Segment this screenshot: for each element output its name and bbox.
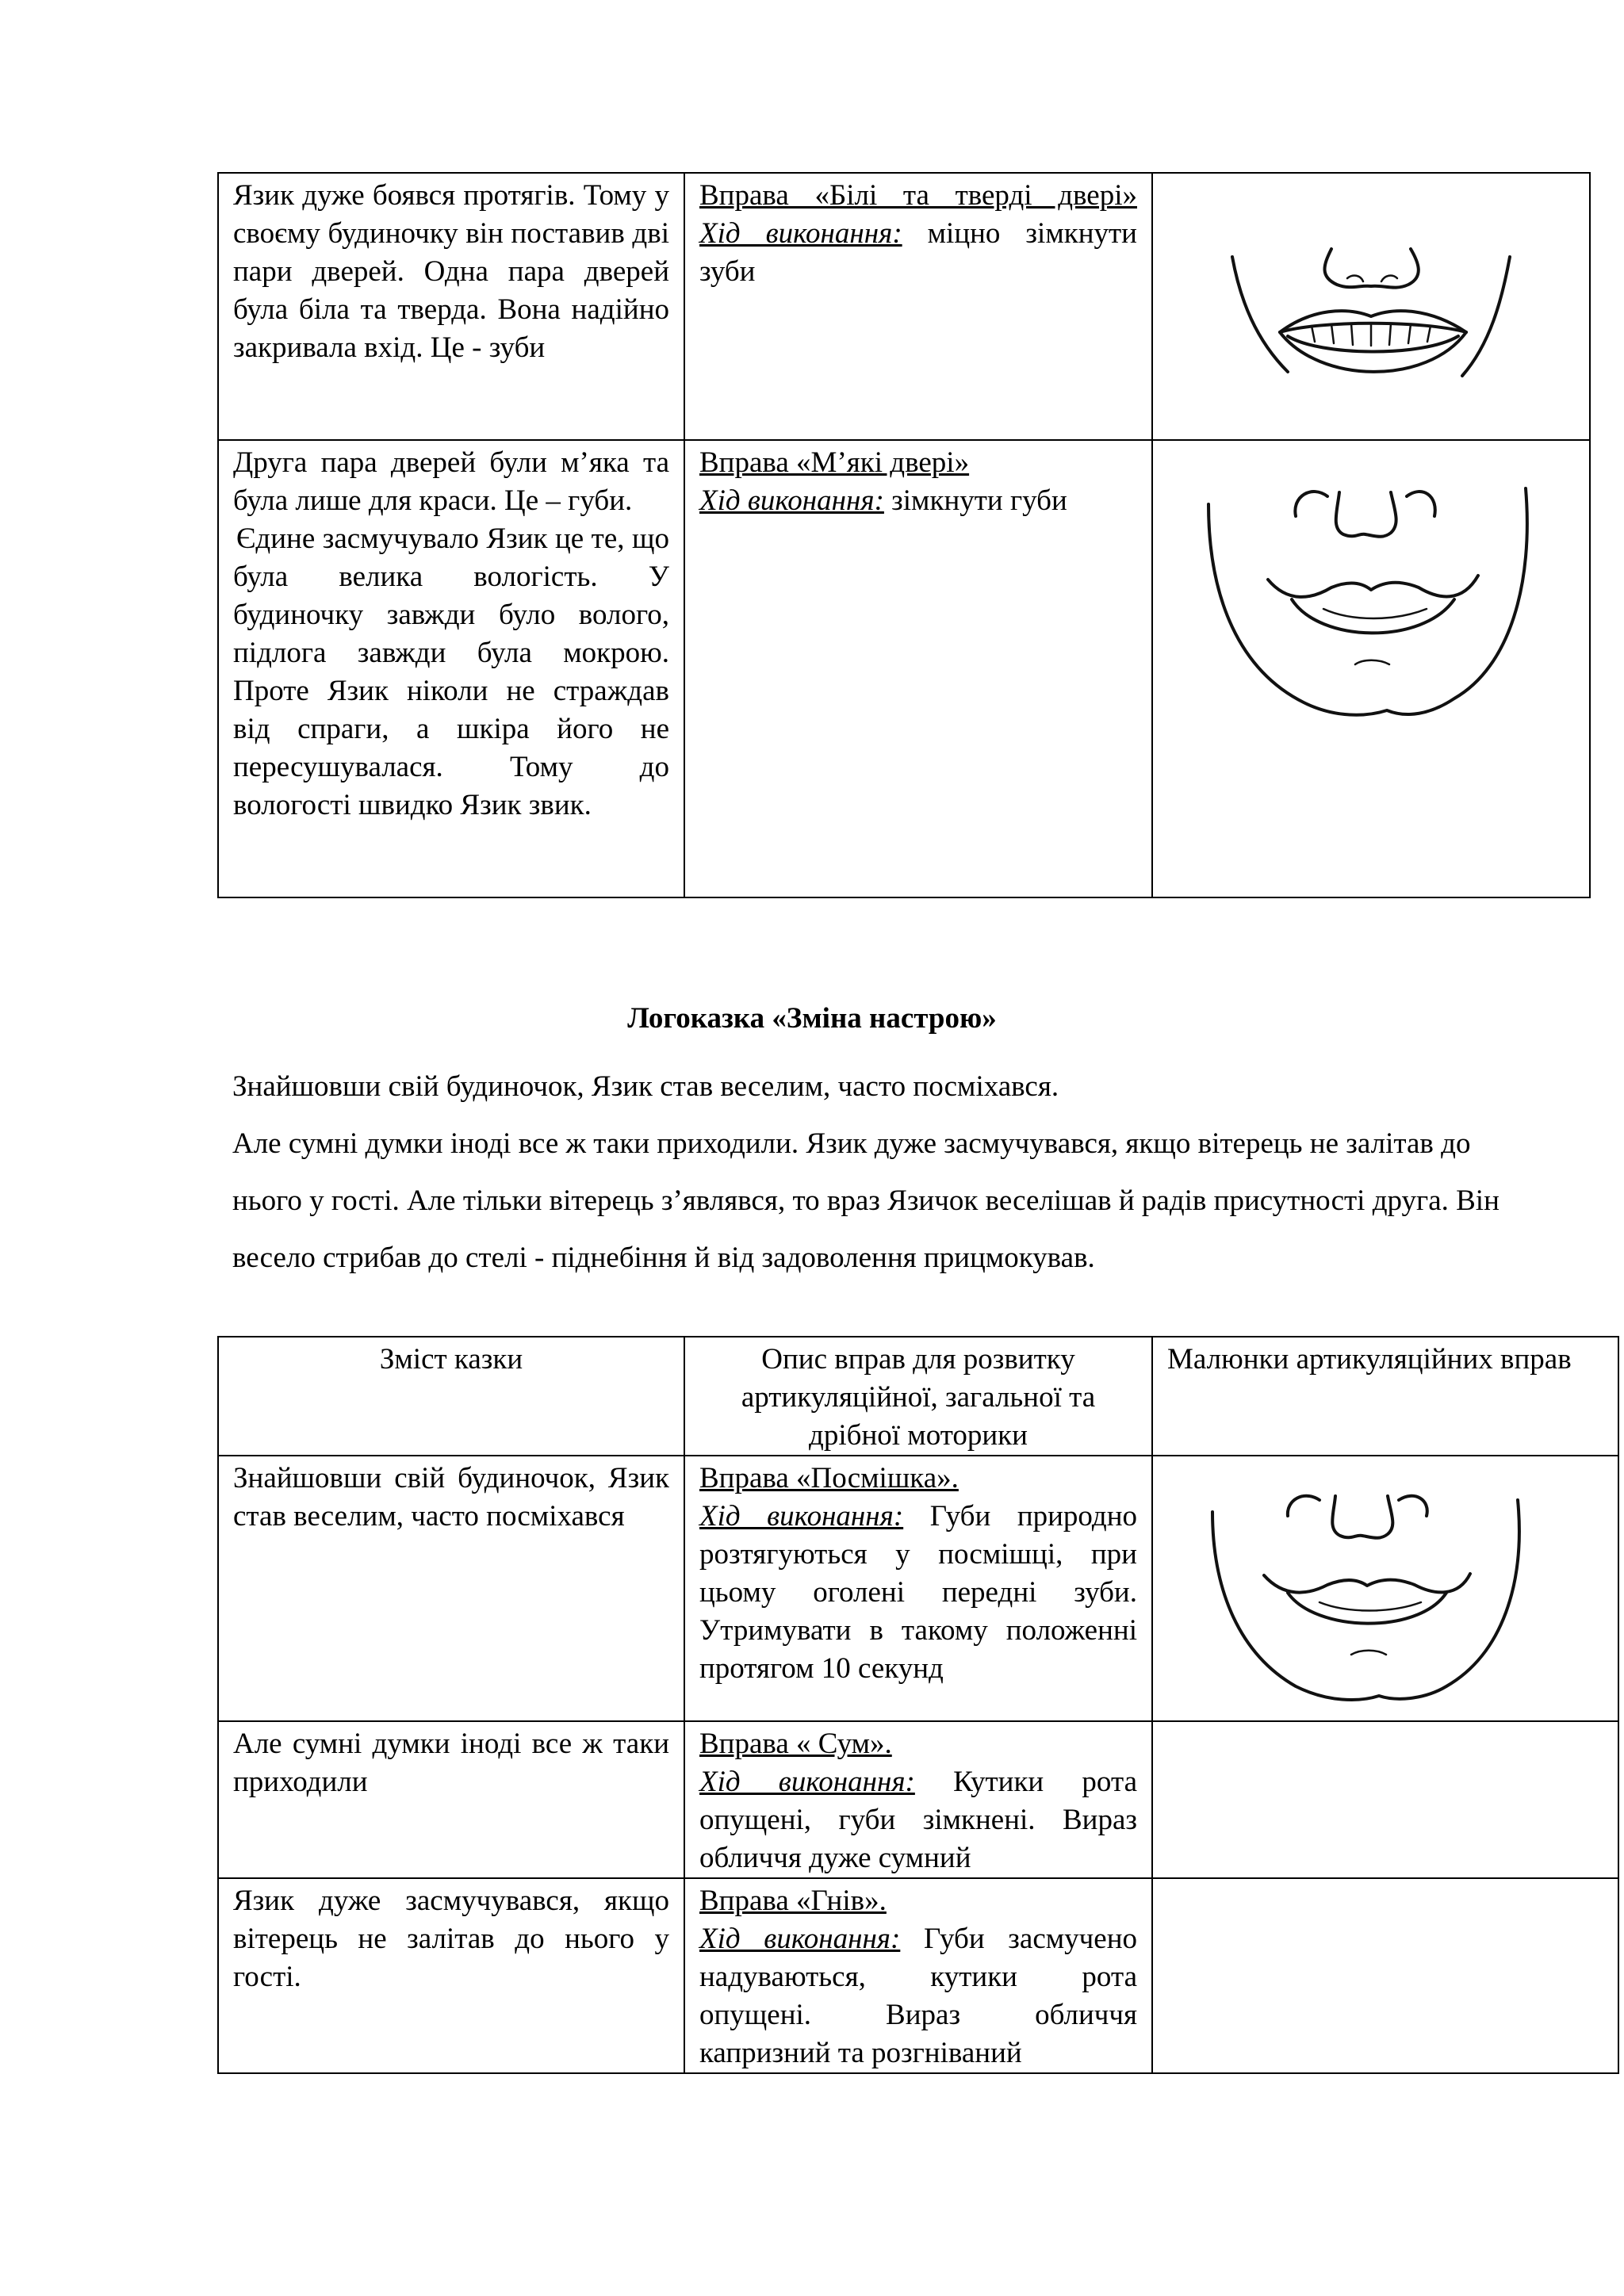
smiling-face-drawing xyxy=(1153,441,1589,726)
header-story-content: Зміст казки xyxy=(218,1337,684,1456)
exercise-cell xyxy=(684,1878,1152,2073)
story-text: Знайшовши свій будиночок, Язик став веселим, часто посміхався xyxy=(233,1462,669,1533)
story-table-2 xyxy=(217,1336,1619,2074)
paragraph-2: Але сумні думки іноді все ж таки приходили. Язик дуже засмучувався, якщо вітерець не залітав до нього у гості. Але тільки вітерець з’являвся, то враз Язичок веселішав й радів присутності друга. Він весело стрибав до стелі - піднебіння й від задоволення прицмокував. xyxy=(232,1127,1500,1274)
exercise-cell xyxy=(684,440,1152,897)
story-table-1 xyxy=(217,172,1591,898)
smile-exercise-drawing xyxy=(1153,1456,1589,1718)
header-exercise-pictures: Малюнки артикуляційних вправ xyxy=(1152,1337,1618,1456)
story-text: Але сумні думки іноді все ж таки приходили xyxy=(233,1728,669,1798)
procedure-label: Хід виконання: xyxy=(699,1766,915,1798)
table-row xyxy=(218,173,1590,440)
procedure-text: Кутики рота опущені, губи зімкнені. Вираз обличчя дуже сумний xyxy=(699,1766,1137,1874)
image-cell-empty xyxy=(1152,1721,1618,1878)
table-row xyxy=(218,1721,1618,1878)
header-exercise-description: Опис вправ для розвитку артикуляційної, загальної та дрібної моторики xyxy=(684,1337,1152,1456)
exercise-title: Вправа «М’які двері» xyxy=(699,446,970,479)
exercise-title: Вправа «Гнів». xyxy=(699,1885,887,1917)
table-row xyxy=(218,1456,1618,1721)
story-cell xyxy=(218,440,684,897)
story-text: Язик дуже боявся протягів. Тому у своєму будиночку він поставив дві пари дверей. Одна пара дверей була біла та тверда. Вона надійно закривала вхід. Це - зуби xyxy=(233,179,669,364)
procedure-text: міцно зімкнути зуби xyxy=(699,217,1137,288)
section-title: Логоказка «Зміна настрою» xyxy=(627,1002,997,1035)
story-text: Єдине засмучувало Язик це те, що була велика вологість. У будиночку завжди було волого, підлога завжди була мокрою. Проте Язик ніколи не страждав від спраги, а шкіра його не пересушувалася. Тому до вологості швидко Язик звик. xyxy=(233,522,669,821)
exercise-cell xyxy=(684,173,1152,440)
image-cell xyxy=(1152,173,1590,440)
procedure-text: зімкнути губи xyxy=(883,484,1067,517)
story-cell xyxy=(218,1878,684,2073)
procedure-label: Хід виконання: xyxy=(699,217,902,250)
image-cell xyxy=(1152,440,1590,897)
image-cell xyxy=(1152,1456,1618,1721)
story-cell xyxy=(218,1721,684,1878)
exercise-cell xyxy=(684,1721,1152,1878)
procedure-text: Губи засмучено надуваються, кутики рота опущені. Вираз обличчя капризний та розгніваний xyxy=(699,1923,1137,2069)
procedure-text: Губи природно розтягуються у посмішці, при цьому оголені передні зуби. Утримувати в такому положенні протягом 10 секунд xyxy=(699,1500,1137,1685)
teeth-clenched-mouth-drawing xyxy=(1153,174,1589,439)
image-cell-empty xyxy=(1152,1878,1618,2073)
exercise-title: Вправа «Білі та тверді двері» xyxy=(699,179,1137,212)
exercise-title: Вправа « Сум». xyxy=(699,1728,892,1760)
procedure-label: Хід виконання: xyxy=(699,484,884,517)
exercise-cell xyxy=(684,1456,1152,1721)
procedure-label: Хід виконання: xyxy=(699,1500,904,1533)
story-cell xyxy=(218,1456,684,1721)
exercise-title: Вправа «Посмішка». xyxy=(699,1462,959,1494)
table-row xyxy=(218,440,1590,897)
table-row xyxy=(218,1878,1618,2073)
story-text: Язик дуже засмучувався, якщо вітерець не залітав до нього у гості. xyxy=(233,1885,669,1993)
story-text: Друга пара дверей були м’яка та була лише для краси. Це – губи. xyxy=(233,446,669,517)
section-paragraph xyxy=(232,1058,1541,1287)
procedure-label: Хід виконання: xyxy=(699,1923,901,1955)
table-header-row xyxy=(218,1337,1618,1456)
paragraph-1: Знайшовши свій будиночок, Язик став веселим, часто посміхався. xyxy=(232,1070,1059,1103)
story-cell xyxy=(218,173,684,440)
